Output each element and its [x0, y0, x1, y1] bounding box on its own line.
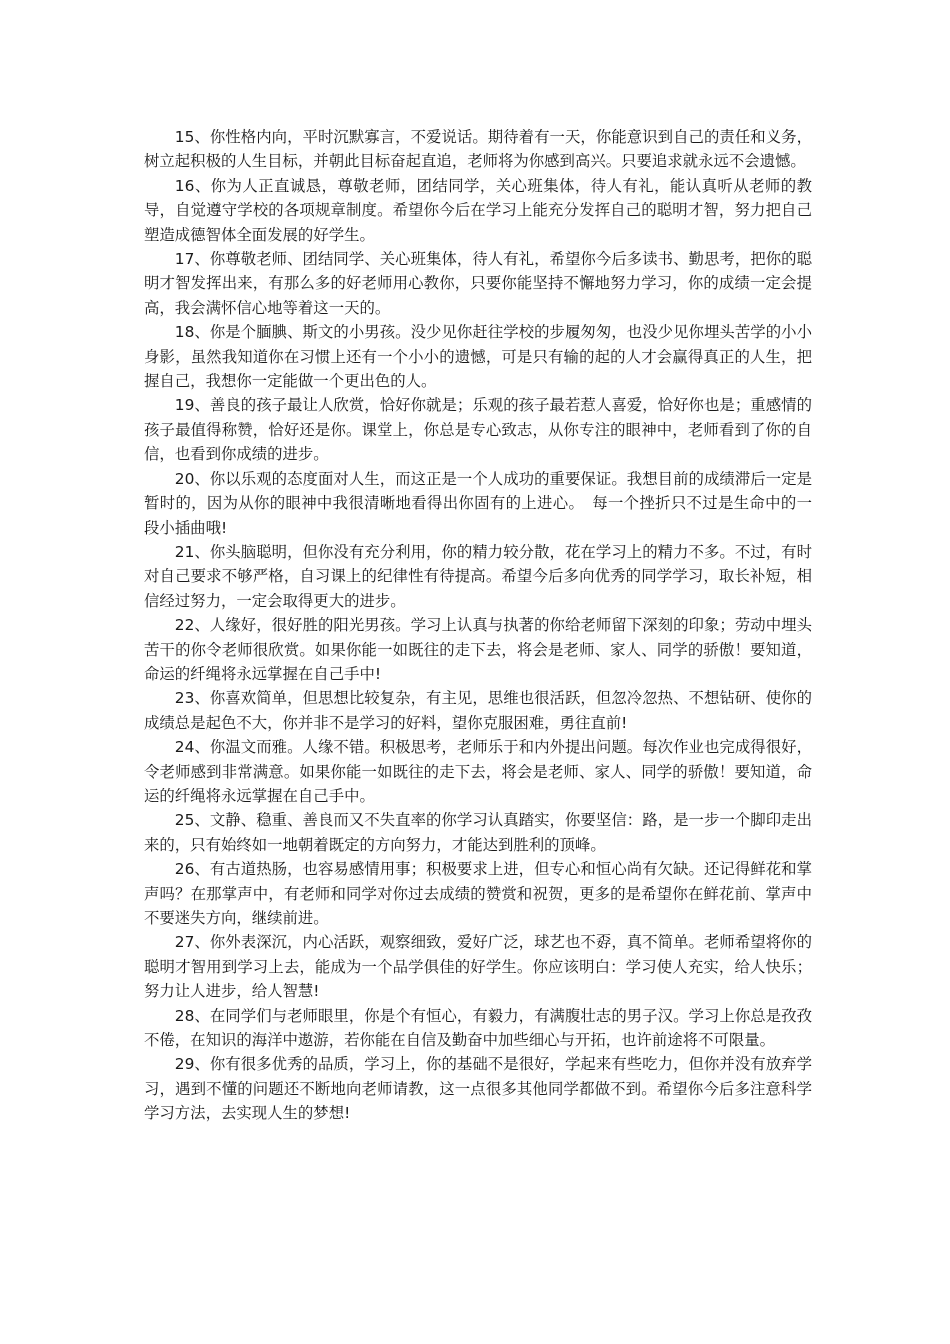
paragraph-16: 16、你为人正直诚恳，尊敬老师，团结同学，关心班集体，待人有礼，能认真听从老师的教导，自觉遵守学校的各项规章制度。希望你今后在学习上能充分发挥自己的聪明才智，努力把自己塑造成德智体全面发展的好学生。 [144, 176, 812, 244]
document-body [144, 125, 812, 1126]
paragraph-20: 20、你以乐观的态度面对人生，而这正是一个人成功的重要保证。我想目前的成绩滞后一定是暂时的，因为从你的眼神中我很清晰地看得出你固有的上进心。 每一个挫折只不过是生命中的一段小插曲哦! [144, 469, 812, 537]
paragraph-21: 21、你头脑聪明，但你没有充分利用，你的精力较分散，花在学习上的精力不多。不过，有时对自己要求不够严格，自习课上的纪律性有待提高。希望今后多向优秀的同学学习，取长补短，相信经过努力，一定会取得更大的进步。 [144, 542, 812, 610]
paragraph-18: 18、你是个腼腆、斯文的小男孩。没少见你赶往学校的步履匆匆，也没少见你埋头苦学的小小身影，虽然我知道你在习惯上还有一个小小的遗憾，可是只有输的起的人才会赢得真正的人生，把握自己，我想你一定能做一个更出色的人。 [144, 323, 812, 391]
paragraph-23: 23、你喜欢简单，但思想比较复杂，有主见，思维也很活跃，但忽冷忽热、不想钻研、使你的成绩总是起色不大，你并非不是学习的好料，望你克服困难，勇往直前! [144, 689, 812, 732]
paragraph-27: 27、你外表深沉，内心活跃，观察细致，爱好广泛，球艺也不孬，真不简单。老师希望将你的聪明才智用到学习上去，能成为一个品学俱佳的好学生。你应该明白：学习使人充实，给人快乐；努力让人进步，给人智慧! [144, 933, 812, 1001]
paragraph-19: 19、善良的孩子最让人欣赏，恰好你就是；乐观的孩子最若惹人喜爱，恰好你也是；重感情的孩子最值得称赞，恰好还是你。课堂上，你总是专心致志，从你专注的眼神中，老师看到了你的自信，也看到你成绩的进步。 [144, 396, 812, 464]
paragraph-28: 28、在同学们与老师眼里，你是个有恒心，有毅力，有满腹壮志的男子汉。学习上你总是孜孜不倦，在知识的海洋中遨游，若你能在自信及勤奋中加些细心与开拓，也许前途将不可限量。 [144, 1006, 812, 1050]
paragraph-29: 29、你有很多优秀的品质，学习上，你的基础不是很好，学起来有些吃力，但你并没有放弃学习，遇到不懂的问题还不断地向老师请教，这一点很多其他同学都做不到。希望你今后多注意科学学习方法，去实现人生的梦想! [144, 1055, 812, 1123]
paragraph-17: 17、你尊敬老师、团结同学、关心班集体，待人有礼，希望你今后多读书、勤思考，把你的聪明才智发挥出来，有那么多的好老师用心教你，只要你能坚持不懈地努力学习，你的成绩一定会提高，我会满怀信心地等着这一天的。 [144, 250, 812, 317]
paragraph-15: 15、你性格内向，平时沉默寡言，不爱说话。期待着有一天，你能意识到自己的责任和义务，树立起积极的人生目标，并朝此目标奋起直追，老师将为你感到高兴。只要追求就永远不会遗憾。 [144, 128, 812, 171]
paragraph-25: 25、文静、稳重、善良而又不失直率的你学习认真踏实，你要坚信：路，是一步一个脚印走出来的，只有始终如一地朝着既定的方向努力，才能达到胜利的顶峰。 [144, 811, 812, 854]
paragraph-22: 22、人缘好，很好胜的阳光男孩。学习上认真与执著的你给老师留下深刻的印象；劳动中埋头苦干的你令老师很欣赏。如果你能一如既往的走下去，将会是老师、家人、同学的骄傲！要知道，命运的纤绳将永远掌握在自己手中! [144, 616, 812, 683]
paragraph-26: 26、有古道热肠，也容易感情用事；积极要求上进，但专心和恒心尚有欠缺。还记得鲜花和掌声吗？在那掌声中，有老师和同学对你过去成绩的赞赏和祝贺，更多的是希望你在鲜花前、掌声中不要迷失方向，继续前进。 [144, 860, 812, 927]
paragraph-24: 24、你温文而雅。人缘不错。积极思考，老师乐于和内外提出问题。每次作业也完成得很好，令老师感到非常满意。如果你能一如既往的走下去，将会是老师、家人、同学的骄傲！要知道，命运的纤绳将永远掌握在自己手中。 [144, 738, 812, 805]
